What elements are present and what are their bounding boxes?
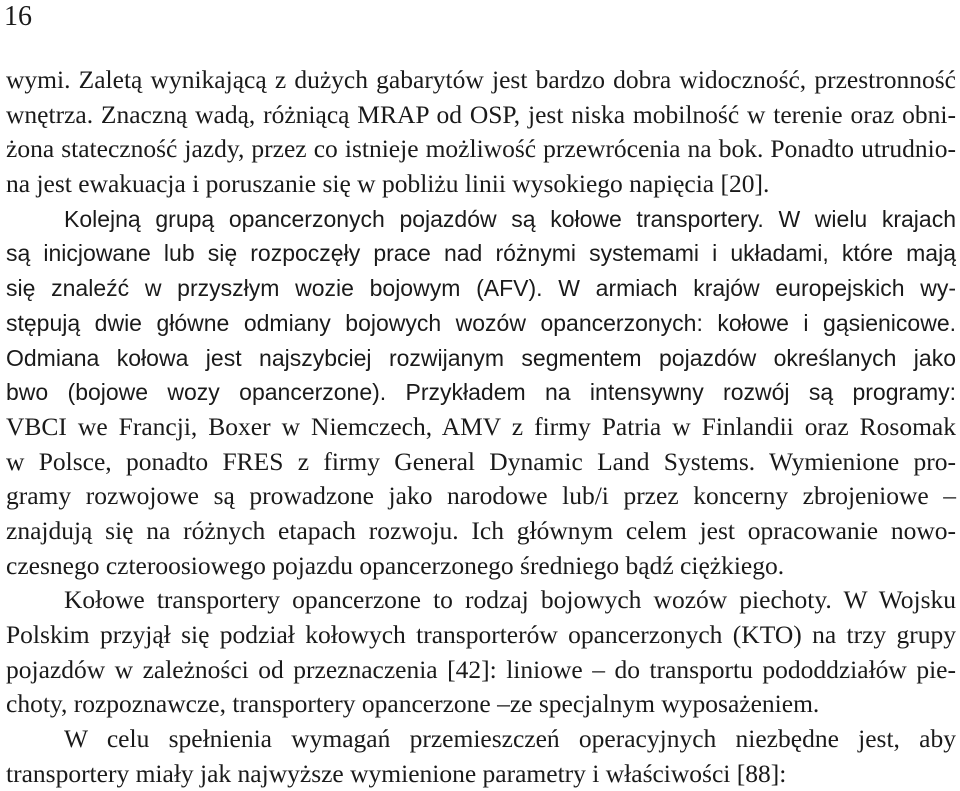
text-line: są inicjowane lub się rozpoczęły prace nad różnymi systemami i układami, które mają <box>6 240 956 267</box>
text-line: Kołowe transportery opancerzone to rodzaj bojowych wozów piechoty. W Wojsku <box>64 585 956 615</box>
text-line: gramy rozwojowe są prowadzone jako narodowe lub/i przez koncerny zbrojeniowe – <box>6 481 956 511</box>
text-line: czesnego czteroosiowego pojazdu opancerzonego średniego bądź ciężkiego. <box>6 550 785 580</box>
body-text <box>6 63 956 791</box>
text-line: stępują dwie główne odmiany bojowych wozów opancerzonych: kołowe i gąsienicowe. <box>6 309 956 336</box>
text-line: Kolejną grupą opancerzonych pojazdów są kołowe transportery. W wielu krajach <box>64 205 956 232</box>
text-line: na jest ewakuacja i poruszanie się w pobliżu linii wysokiego napięcia [20]. <box>6 169 770 199</box>
text-line: transportery miały jak najwyższe wymienione parametry i właściwości [88]: <box>6 758 787 788</box>
text-line: żona stateczność jazdy, przez co istnieje możliwość przewrócenia na bok. Ponadto utrudnio- <box>6 134 956 164</box>
text-line: W celu spełnienia wymagań przemieszczeń operacyjnych niezbędne jest, aby <box>64 724 956 754</box>
text-line: VBCI we Francji, Boxer w Niemczech, AMV z firmy Patria w Finlandii oraz Rosomak <box>6 411 956 441</box>
text-line: Odmiana kołowa jest najszybciej rozwijanym segmentem pojazdów określanych jako <box>6 344 956 371</box>
text-line: choty, rozpoznawcze, transportery opancerzone –ze specjalnym wyposażeniem. <box>6 689 820 719</box>
page-number: 16 <box>4 1 32 32</box>
text-line: pojazdów w zależności od przeznaczenia [42]: liniowe – do transportu pododdziałów pie- <box>6 654 956 684</box>
text-line: się znaleźć w przyszłym wozie bojowym (AFV). W armiach krajów europejskich wy- <box>6 275 956 302</box>
text-line: Polskim przyjął się podział kołowych transporterów opancerzonych (KTO) na trzy grupy <box>6 620 956 649</box>
text-line: znajdują się na różnych etapach rozwoju. Ich głównym celem jest opracowanie nowo- <box>6 515 956 545</box>
text-line: wymi. Zaletą wynikającą z dużych gabarytów jest bardzo dobra widoczność, przestronność <box>6 65 956 94</box>
text-line: wnętrza. Znaczną wadą, różniącą MRAP od OSP, jest niska mobilność w terenie oraz obni- <box>6 99 956 129</box>
text-line: bwo (bojowe wozy opancerzone). Przykładem na intensywny rozwój są programy: <box>6 379 956 406</box>
text-line: w Polsce, ponadto FRES z firmy General Dynamic Land Systems. Wymienione pro- <box>6 446 956 476</box>
